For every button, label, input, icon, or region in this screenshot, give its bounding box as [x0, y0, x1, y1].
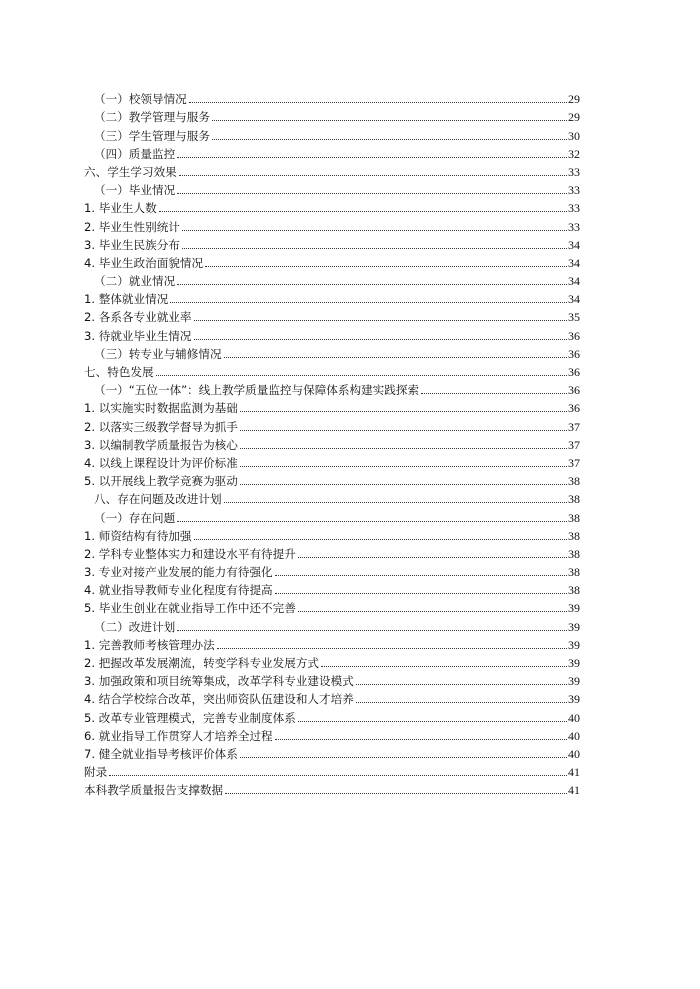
- toc-dot-leader: [240, 410, 567, 412]
- toc-entry-title: （一）“五位一体”：线上教学质量监控与保障体系构建实践探索: [94, 383, 420, 398]
- toc-entry-page-number: 41: [568, 783, 580, 798]
- toc-entry[interactable]: [84, 88, 580, 106]
- toc-entry-page-number: 33: [568, 183, 580, 198]
- toc-entry-title: 1. 毕业生人数: [84, 201, 157, 216]
- toc-entry-page-number: 36: [568, 365, 580, 379]
- toc-entry-title: 1. 师资结构有待加强: [84, 528, 192, 543]
- toc-dot-leader: [240, 756, 567, 758]
- toc-dot-leader: [356, 701, 567, 703]
- toc-entry-title: 3. 以编制教学质量报告为核心: [84, 437, 238, 452]
- toc-dot-leader: [182, 247, 567, 249]
- toc-entry-page-number: 38: [568, 583, 580, 598]
- toc-entry-page-number: 39: [568, 674, 580, 689]
- toc-entry[interactable]: [84, 415, 580, 433]
- toc-entry[interactable]: [84, 470, 580, 488]
- toc-entry[interactable]: [84, 743, 580, 761]
- toc-entry-page-number: 38: [568, 492, 580, 507]
- toc-entry[interactable]: [84, 670, 580, 688]
- toc-dot-leader: [170, 301, 567, 303]
- toc-dot-leader: [177, 156, 567, 158]
- toc-entry[interactable]: [84, 343, 580, 361]
- toc-entry-title: （三）转专业与辅修情况: [94, 346, 222, 361]
- toc-dot-leader: [240, 483, 567, 485]
- toc-entry-title: （二）改进计划: [94, 619, 176, 634]
- toc-entry[interactable]: [84, 324, 580, 342]
- toc-entry-title: （四）质量监控: [94, 146, 176, 161]
- toc-entry-page-number: 32: [568, 146, 580, 161]
- toc-entry[interactable]: [84, 506, 580, 524]
- toc-entry-title: 4. 结合学校综合改革，突出师资队伍建设和人才培养: [84, 692, 354, 707]
- toc-entry-page-number: 38: [568, 510, 580, 525]
- toc-entry-title: 5. 毕业生创业在就业指导工作中还不完善: [84, 601, 296, 616]
- toc-dot-leader: [421, 392, 567, 394]
- toc-entry-title: （一）毕业情况: [94, 183, 176, 198]
- toc-dot-leader: [177, 192, 567, 194]
- toc-entry-page-number: 37: [568, 455, 580, 470]
- toc-entry[interactable]: [84, 124, 580, 142]
- toc-entry-page-number: 40: [568, 728, 580, 743]
- toc-entry[interactable]: [84, 215, 580, 233]
- toc-entry-page-number: 34: [568, 292, 580, 307]
- toc-entry[interactable]: [84, 725, 580, 743]
- toc-dot-leader: [275, 574, 567, 576]
- toc-dot-leader: [212, 138, 567, 140]
- toc-entry-page-number: 36: [568, 328, 580, 343]
- toc-entry-page-number: 37: [568, 437, 580, 452]
- toc-entry[interactable]: [84, 361, 580, 379]
- toc-entry-page-number: 41: [568, 765, 580, 780]
- toc-dot-leader: [177, 629, 567, 631]
- toc-dot-leader: [240, 429, 567, 431]
- toc-dot-leader: [217, 647, 567, 649]
- toc-entry[interactable]: [84, 706, 580, 724]
- toc-entry[interactable]: [84, 161, 580, 179]
- toc-entry[interactable]: [84, 452, 580, 470]
- toc-entry-page-number: 29: [568, 110, 580, 125]
- toc-entry-title: 7. 健全就业指导考核评价体系: [84, 746, 238, 761]
- toc-entry[interactable]: [84, 561, 580, 579]
- toc-entry-page-number: 34: [568, 274, 580, 289]
- toc-entry-title: 七、特色发展: [84, 365, 154, 379]
- toc-entry-page-number: 36: [568, 401, 580, 416]
- toc-entry-page-number: 38: [568, 528, 580, 543]
- toc-entry-page-number: 40: [568, 710, 580, 725]
- toc-entry-title: 1. 以实施实时数据监测为基础: [84, 401, 238, 416]
- toc-entry-title: 2. 以落实三级教学督导为抓手: [84, 419, 238, 434]
- toc-entry-page-number: 39: [568, 656, 580, 670]
- toc-entry-title: 2. 各系各专业就业率: [84, 310, 192, 325]
- toc-dot-leader: [321, 665, 567, 667]
- toc-entry-page-number: 35: [568, 310, 580, 325]
- toc-entry[interactable]: [84, 652, 580, 670]
- toc-entry-title: （三）学生管理与服务: [94, 128, 210, 143]
- toc-entry-title: 4. 以线上课程设计为评价标准: [84, 455, 238, 470]
- toc-entry-title: （二）就业情况: [94, 274, 176, 289]
- table-of-contents: [84, 88, 580, 797]
- toc-entry[interactable]: [84, 106, 580, 124]
- toc-entry-page-number: 33: [568, 219, 580, 234]
- toc-entry[interactable]: [84, 615, 580, 633]
- toc-dot-leader: [275, 738, 567, 740]
- toc-dot-leader: [275, 592, 567, 594]
- toc-entry-page-number: 33: [568, 164, 580, 179]
- toc-entry-title: （二）教学管理与服务: [94, 110, 210, 125]
- toc-entry[interactable]: [84, 143, 580, 161]
- toc-entry-page-number: 30: [568, 128, 580, 143]
- toc-entry-title: 附录: [84, 765, 108, 780]
- toc-entry-title: 3. 毕业生民族分布: [84, 237, 180, 252]
- toc-dot-leader: [224, 501, 567, 503]
- toc-dot-leader: [224, 356, 567, 358]
- toc-dot-leader: [225, 792, 567, 794]
- toc-entry[interactable]: [84, 543, 580, 561]
- toc-dot-leader: [240, 447, 567, 449]
- toc-entry-title: 八、存在问题及改进计划: [94, 492, 222, 507]
- toc-dot-leader: [194, 338, 568, 340]
- toc-entry-title: 6. 就业指导工作贯穿人才培养全过程: [84, 728, 273, 743]
- toc-entry-title: 4. 就业指导教师专业化程度有待提高: [84, 583, 273, 598]
- toc-entry-title: 2. 毕业生性别统计: [84, 219, 180, 234]
- toc-entry[interactable]: [84, 488, 580, 506]
- toc-entry-page-number: 38: [568, 546, 580, 561]
- toc-dot-leader: [177, 283, 567, 285]
- toc-entry-title: 3. 待就业毕业生情况: [84, 328, 192, 343]
- toc-dot-leader: [194, 319, 568, 321]
- toc-entry-page-number: 40: [568, 746, 580, 761]
- toc-entry[interactable]: [84, 397, 580, 415]
- toc-entry[interactable]: [84, 779, 580, 797]
- toc-entry-page-number: 38: [568, 474, 580, 489]
- toc-dot-leader: [298, 556, 567, 558]
- toc-entry-title: 5. 改革专业管理模式，完善专业制度体系: [84, 710, 296, 725]
- toc-dot-leader: [189, 101, 567, 103]
- toc-dot-leader: [179, 174, 567, 176]
- toc-entry-title: （一）存在问题: [94, 510, 176, 525]
- toc-entry[interactable]: [84, 579, 580, 597]
- toc-entry-title: 本科教学质量报告支撑数据: [84, 783, 224, 798]
- toc-entry-title: 1. 整体就业情况: [84, 292, 169, 307]
- toc-entry[interactable]: [84, 179, 580, 197]
- toc-entry[interactable]: [84, 761, 580, 779]
- toc-entry[interactable]: [84, 288, 580, 306]
- toc-entry-title: 3. 加强政策和项目统筹集成，改革学科专业建设模式: [84, 674, 354, 689]
- toc-entry[interactable]: [84, 252, 580, 270]
- toc-entry-title: 2. 把握改革发展潮流，转变学科专业发展方式: [84, 656, 320, 670]
- toc-entry[interactable]: [84, 270, 580, 288]
- toc-entry-title: 2. 学科专业整体实力和建设水平有待提升: [84, 546, 296, 561]
- toc-dot-leader: [356, 683, 567, 685]
- toc-entry-title: （一）校领导情况: [94, 92, 187, 107]
- toc-dot-leader: [240, 465, 567, 467]
- toc-entry-page-number: 36: [568, 346, 580, 361]
- toc-entry-title: 3. 专业对接产业发展的能力有待强化: [84, 565, 273, 580]
- toc-entry-page-number: 39: [568, 637, 580, 652]
- toc-entry-page-number: 36: [568, 383, 580, 398]
- toc-entry-page-number: 39: [568, 692, 580, 707]
- toc-entry[interactable]: [84, 634, 580, 652]
- toc-dot-leader: [194, 538, 568, 540]
- toc-entry-page-number: 33: [568, 201, 580, 216]
- toc-dot-leader: [109, 774, 567, 776]
- toc-entry-page-number: 34: [568, 237, 580, 252]
- toc-entry[interactable]: [84, 234, 580, 252]
- toc-dot-leader: [159, 210, 567, 212]
- toc-entry[interactable]: [84, 688, 580, 706]
- toc-entry-page-number: 39: [568, 619, 580, 634]
- toc-entry[interactable]: [84, 597, 580, 615]
- toc-entry[interactable]: [84, 379, 580, 397]
- toc-dot-leader: [298, 720, 567, 722]
- toc-entry[interactable]: [84, 434, 580, 452]
- toc-dot-leader: [212, 119, 567, 121]
- toc-dot-leader: [177, 520, 567, 522]
- toc-entry[interactable]: [84, 197, 580, 215]
- toc-dot-leader: [298, 610, 567, 612]
- toc-dot-leader: [205, 265, 567, 267]
- toc-entry-page-number: 39: [568, 601, 580, 616]
- toc-entry-page-number: 34: [568, 255, 580, 270]
- toc-entry[interactable]: [84, 525, 580, 543]
- toc-entry-page-number: 37: [568, 419, 580, 434]
- toc-entry[interactable]: [84, 306, 580, 324]
- toc-entry-page-number: 29: [568, 92, 580, 107]
- toc-entry-title: 5. 以开展线上教学竞赛为驱动: [84, 474, 238, 489]
- toc-entry-title: 4. 毕业生政治面貌情况: [84, 255, 204, 270]
- toc-entry-title: 1. 完善教师考核管理办法: [84, 637, 215, 652]
- toc-entry-title: 六、学生学习效果: [84, 164, 177, 179]
- toc-entry-page-number: 38: [568, 565, 580, 580]
- toc-dot-leader: [156, 374, 567, 376]
- toc-dot-leader: [182, 229, 567, 231]
